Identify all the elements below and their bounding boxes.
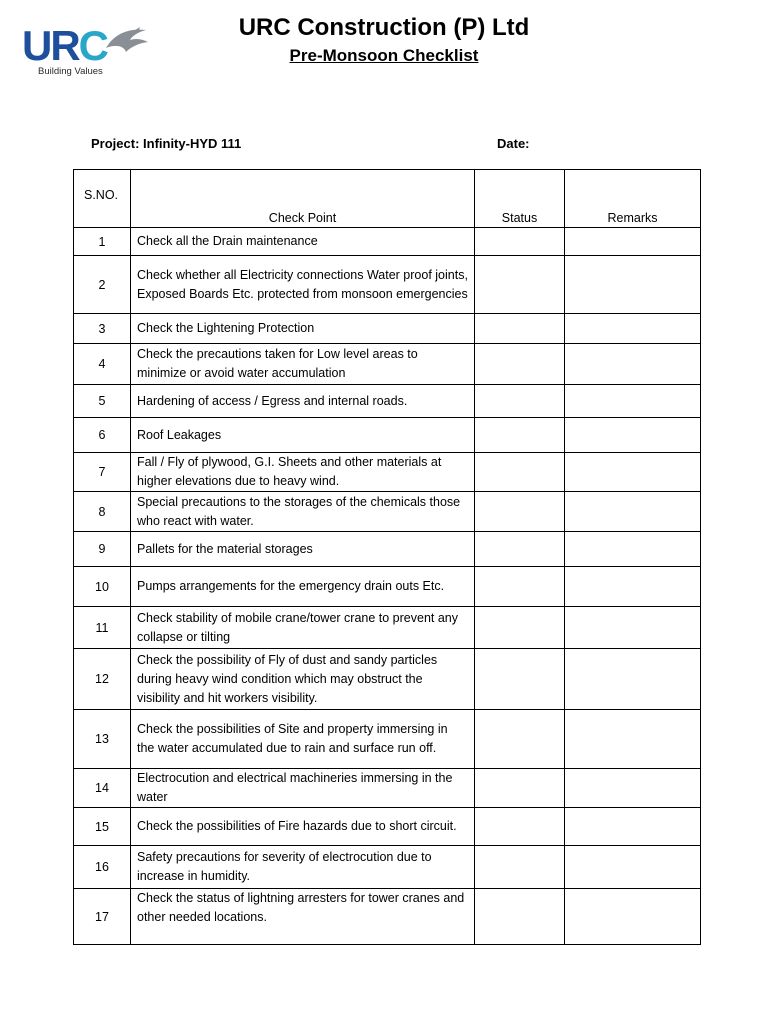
row-status[interactable] — [475, 649, 565, 710]
row-check-point: Pallets for the material storages — [131, 532, 475, 567]
row-sno: 11 — [74, 607, 131, 649]
row-remarks[interactable] — [565, 418, 701, 453]
date-label: Date: — [497, 136, 530, 151]
row-remarks[interactable] — [565, 710, 701, 769]
row-remarks[interactable] — [565, 492, 701, 532]
row-sno: 10 — [74, 567, 131, 607]
table-row — [74, 889, 701, 945]
row-sno: 16 — [74, 846, 131, 889]
row-sno: 13 — [74, 710, 131, 769]
row-status[interactable] — [475, 607, 565, 649]
row-remarks[interactable] — [565, 228, 701, 256]
table-row — [74, 344, 701, 385]
row-check-point: Check whether all Electricity connections Water proof joints, Exposed Boards Etc. protected from monsoon emergencies — [131, 256, 475, 314]
row-check-point: Check the status of lightning arresters for tower cranes and other needed locations. — [131, 889, 475, 945]
project-label: Project: Infinity-HYD 111 — [91, 136, 242, 151]
row-check-point: Check stability of mobile crane/tower crane to prevent any collapse or tilting — [131, 607, 475, 649]
logo-tagline: Building Values — [38, 66, 103, 77]
table-row — [74, 607, 701, 649]
row-sno: 4 — [74, 344, 131, 385]
row-sno: 5 — [74, 385, 131, 418]
logo-wordmark: URC — [22, 22, 108, 69]
table-row — [74, 710, 701, 769]
table-row — [74, 769, 701, 808]
checklist-table — [73, 169, 701, 945]
table-row — [74, 808, 701, 846]
table-row — [74, 453, 701, 492]
table-row — [74, 228, 701, 256]
row-status[interactable] — [475, 567, 565, 607]
header-check-point: Check Point — [131, 170, 475, 228]
row-remarks[interactable] — [565, 808, 701, 846]
row-status[interactable] — [475, 344, 565, 385]
row-remarks[interactable] — [565, 532, 701, 567]
row-status[interactable] — [475, 418, 565, 453]
row-status[interactable] — [475, 314, 565, 344]
row-sno: 9 — [74, 532, 131, 567]
row-check-point: Safety precautions for severity of electrocution due to increase in humidity. — [131, 846, 475, 889]
row-check-point: Check the possibilities of Fire hazards due to short circuit. — [131, 808, 475, 846]
row-check-point: Fall / Fly of plywood, G.I. Sheets and other materials at higher elevations due to heavy wind. — [131, 453, 475, 492]
row-sno: 1 — [74, 228, 131, 256]
header-status: Status — [475, 170, 565, 228]
row-remarks[interactable] — [565, 385, 701, 418]
row-remarks[interactable] — [565, 344, 701, 385]
row-status[interactable] — [475, 808, 565, 846]
row-status[interactable] — [475, 453, 565, 492]
row-check-point: Electrocution and electrical machineries immersing in the water — [131, 769, 475, 808]
row-check-point: Hardening of access / Egress and internal roads. — [131, 385, 475, 418]
document-title: URC Construction (P) Ltd — [238, 14, 530, 41]
row-sno: 12 — [74, 649, 131, 710]
row-remarks[interactable] — [565, 607, 701, 649]
table-row — [74, 532, 701, 567]
row-check-point: Pumps arrangements for the emergency drain outs Etc. — [131, 567, 475, 607]
row-sno: 15 — [74, 808, 131, 846]
row-sno: 6 — [74, 418, 131, 453]
header-sno: S.NO. — [74, 170, 131, 228]
row-check-point: Roof Leakages — [131, 418, 475, 453]
document-subtitle: Pre-Monsoon Checklist — [289, 46, 479, 65]
row-sno: 17 — [74, 889, 131, 945]
table-row — [74, 492, 701, 532]
header-remarks: Remarks — [565, 170, 701, 228]
row-remarks[interactable] — [565, 649, 701, 710]
row-status[interactable] — [475, 769, 565, 808]
table-row — [74, 418, 701, 453]
row-sno: 3 — [74, 314, 131, 344]
table-header-row — [74, 170, 701, 228]
row-status[interactable] — [475, 846, 565, 889]
row-sno: 7 — [74, 453, 131, 492]
row-remarks[interactable] — [565, 453, 701, 492]
row-status[interactable] — [475, 385, 565, 418]
row-check-point: Check the possibility of Fly of dust and sandy particles during heavy wind condition which may obstruct the visibility and hit workers visibility. — [131, 649, 475, 710]
row-status[interactable] — [475, 256, 565, 314]
row-status[interactable] — [475, 532, 565, 567]
table-row — [74, 649, 701, 710]
row-status[interactable] — [475, 492, 565, 532]
row-remarks[interactable] — [565, 889, 701, 945]
row-remarks[interactable] — [565, 769, 701, 808]
row-check-point: Special precautions to the storages of the chemicals those who react with water. — [131, 492, 475, 532]
table-row — [74, 256, 701, 314]
row-remarks[interactable] — [565, 256, 701, 314]
row-check-point: Check the Lightening Protection — [131, 314, 475, 344]
row-check-point: Check the possibilities of Site and property immersing in the water accumulated due to rain and surface run off. — [131, 710, 475, 769]
table-row — [74, 846, 701, 889]
row-status[interactable] — [475, 228, 565, 256]
row-sno: 2 — [74, 256, 131, 314]
row-status[interactable] — [475, 889, 565, 945]
row-remarks[interactable] — [565, 314, 701, 344]
row-check-point: Check all the Drain maintenance — [131, 228, 475, 256]
row-sno: 14 — [74, 769, 131, 808]
table-row — [74, 314, 701, 344]
row-remarks[interactable] — [565, 567, 701, 607]
table-row — [74, 385, 701, 418]
row-remarks[interactable] — [565, 846, 701, 889]
table-row — [74, 567, 701, 607]
row-check-point: Check the precautions taken for Low level areas to minimize or avoid water accumulation — [131, 344, 475, 385]
row-sno: 8 — [74, 492, 131, 532]
row-status[interactable] — [475, 710, 565, 769]
